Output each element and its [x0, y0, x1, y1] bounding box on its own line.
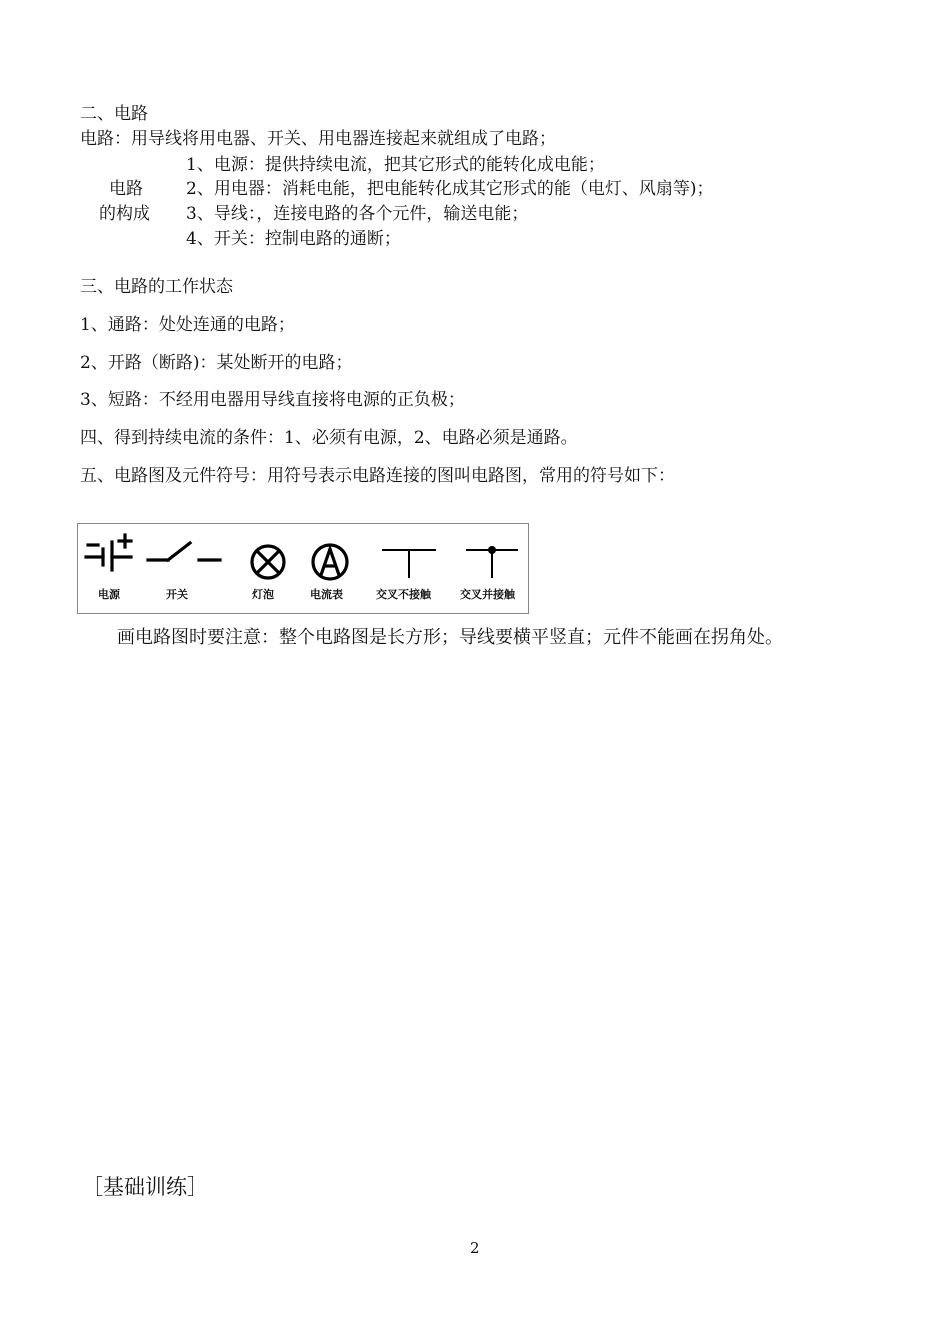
section5-heading: 五、电路图及元件符号：用符号表示电路连接的图叫电路图，常用的符号如下： — [80, 466, 675, 486]
symbol-ammeter — [306, 524, 356, 613]
symbol-label-crossing-no-contact: 交叉不接触 — [376, 588, 431, 601]
section4-conditions: 四、得到持续电流的条件：1、必须有电源，2、电路必须是通路。 — [80, 428, 578, 448]
lamp-symbol-icon — [246, 532, 292, 582]
symbol-table — [77, 523, 529, 614]
state-short-circuit: 3、短路：不经用电器用导线直接将电源的正负极； — [80, 390, 465, 410]
composition-item-power: 1、电源：提供持续电流，把其它形式的能转化成电能； — [186, 155, 605, 175]
crossing-contact-symbol-icon — [458, 532, 528, 582]
circuit-definition: 电路：用导线将用电器、开关、用电器连接起来就组成了电路； — [80, 129, 556, 149]
drawing-note: 画电路图时要注意：整个电路图是长方形；导线要横平竖直；元件不能画在拐角处。 — [117, 627, 783, 648]
symbol-label-ammeter: 电流表 — [310, 588, 343, 601]
section3-heading: 三、电路的工作状态 — [80, 277, 233, 297]
symbol-label-battery: 电源 — [98, 588, 120, 601]
switch-symbol-icon — [146, 532, 226, 582]
symbol-label-switch: 开关 — [166, 588, 188, 601]
crossing-no-contact-symbol-icon — [374, 532, 444, 582]
symbol-crossing-no-contact — [374, 524, 444, 613]
composition-item-wire: 3、导线：，连接电路的各个元件，输送电能； — [186, 204, 529, 224]
composition-item-switch: 4、开关：控制电路的通断； — [186, 229, 401, 249]
training-heading: ［基础训练］ — [82, 1175, 208, 1199]
section2-heading: 二、电路 — [80, 104, 148, 124]
symbol-switch — [146, 524, 226, 613]
state-closed-circuit: 1、通路：处处连通的电路； — [80, 315, 295, 335]
symbol-label-crossing-contact: 交叉并接触 — [460, 588, 515, 601]
battery-symbol-icon — [84, 532, 134, 582]
symbol-lamp — [246, 524, 292, 613]
page-number: 2 — [470, 1239, 480, 1257]
composition-label-line1: 电路 — [109, 179, 143, 199]
composition-label-line2: 的构成 — [99, 204, 150, 224]
ammeter-symbol-icon — [306, 532, 356, 582]
symbol-crossing-contact — [458, 524, 528, 613]
composition-item-appliance: 2、用电器：消耗电能，把电能转化成其它形式的能（电灯、风扇等)； — [186, 179, 714, 199]
state-open-circuit: 2、开路（断路)：某处断开的电路； — [80, 353, 353, 373]
symbol-label-lamp: 灯泡 — [252, 588, 274, 601]
symbol-battery — [84, 524, 134, 613]
